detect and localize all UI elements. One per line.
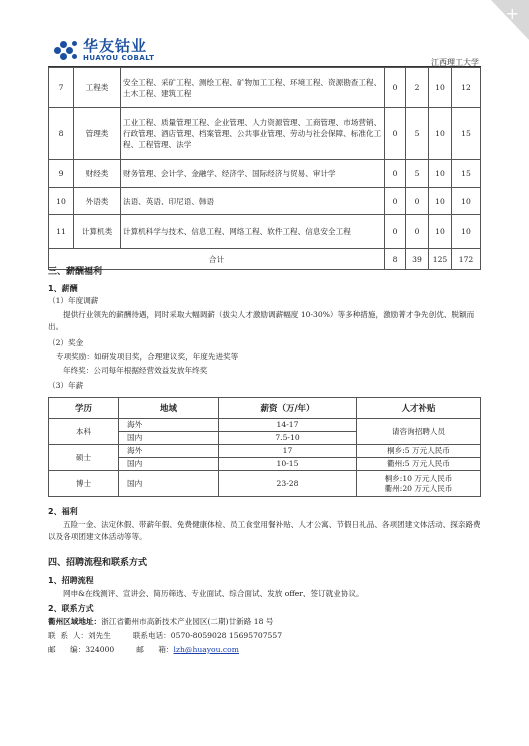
item-bonus: （2）奖金 bbox=[48, 338, 84, 347]
salary: 10-15 bbox=[219, 458, 357, 471]
degree-phd: 博士 bbox=[49, 471, 119, 497]
row-category: 计算机类 bbox=[74, 215, 121, 249]
subsection-welfare: 2、福利 bbox=[48, 507, 78, 516]
subsidy-line: 桐乡:10 万元人民币 bbox=[384, 473, 453, 483]
bonus-year-end: 年终奖：公司每年根据经营效益发放年终奖 bbox=[63, 366, 208, 375]
region: 国内 bbox=[119, 471, 219, 497]
item-annual-raise: （1）年度调薪 bbox=[48, 296, 99, 305]
address-value: 浙江省衢州市高新技术产业园区(二期)廿新路 18 号 bbox=[101, 617, 274, 626]
address-label: 衢州区域地址： bbox=[48, 617, 102, 626]
address-line bbox=[48, 616, 481, 628]
row-count-d: 10 bbox=[452, 188, 481, 215]
row-no: 10 bbox=[49, 188, 74, 215]
section-title-process: 四、招聘流程和联系方式 bbox=[48, 558, 148, 568]
post-label: 邮 编： bbox=[48, 645, 86, 654]
row-count-b: 0 bbox=[406, 215, 429, 249]
salary: 7.5-10 bbox=[219, 432, 357, 445]
header-subsidy: 人才补贴 bbox=[357, 398, 481, 419]
row-count-a: 0 bbox=[385, 160, 406, 188]
row-majors: 工业工程、质量管理工程、企业管理、人力资源管理、工商管理、市场营销、行政管理、酒店管理、档案管理、公共事业管理、劳动与社会保障、标准化工程、工程管理、法学 bbox=[121, 108, 385, 160]
subsection-process: 1、招聘流程 bbox=[48, 576, 94, 585]
degree-master: 硕士 bbox=[49, 445, 119, 471]
row-count-d: 15 bbox=[452, 108, 481, 160]
row-count-d: 12 bbox=[452, 68, 481, 108]
row-no: 11 bbox=[49, 215, 74, 249]
row-count-a: 0 bbox=[385, 108, 406, 160]
total-a: 8 bbox=[385, 249, 406, 270]
row-count-d: 15 bbox=[452, 160, 481, 188]
total-d: 172 bbox=[452, 249, 481, 270]
header-salary: 薪资（万/年） bbox=[219, 398, 357, 419]
row-count-b: 0 bbox=[406, 188, 429, 215]
subsidy-line: 衢州:20 万元人民币 bbox=[384, 483, 453, 493]
table-row bbox=[49, 215, 481, 249]
subsidy: 请咨询招聘人员 bbox=[357, 419, 481, 445]
row-count-c: 10 bbox=[429, 108, 452, 160]
table-total-row bbox=[49, 249, 481, 270]
table-row bbox=[49, 188, 481, 215]
contact-label: 联 系 人： bbox=[48, 631, 89, 640]
phone-label: 联系电话： bbox=[132, 631, 171, 640]
salary: 14-17 bbox=[219, 419, 357, 432]
region: 国内 bbox=[119, 432, 219, 445]
company-logo bbox=[54, 39, 154, 62]
subsection-contact: 2、联系方式 bbox=[48, 604, 94, 613]
subsection-salary: 1、薪酬 bbox=[48, 284, 78, 293]
post-line bbox=[48, 644, 481, 656]
row-count-c: 10 bbox=[429, 160, 452, 188]
email-link[interactable]: lzh@huayou.com bbox=[173, 645, 239, 654]
row-no: 9 bbox=[49, 160, 74, 188]
row-count-a: 0 bbox=[385, 188, 406, 215]
item-annual-salary: （3）年薪 bbox=[48, 381, 84, 390]
row-count-b: 5 bbox=[406, 108, 429, 160]
post-value: 324000 bbox=[85, 645, 115, 654]
company-name-en: HUAYOU COBALT bbox=[83, 54, 155, 62]
header-degree: 学历 bbox=[49, 398, 119, 419]
row-count-a: 0 bbox=[385, 215, 406, 249]
subsidy bbox=[357, 471, 481, 497]
plus-icon[interactable]: + bbox=[505, 4, 519, 23]
row-count-c: 10 bbox=[429, 215, 452, 249]
row-category: 外语类 bbox=[74, 188, 121, 215]
table-row bbox=[49, 471, 481, 497]
row-count-a: 0 bbox=[385, 68, 406, 108]
salary: 17 bbox=[219, 445, 357, 458]
bonus-special: 专项奖励：如研发项目奖，合理建议奖，年度先进奖等 bbox=[56, 352, 239, 361]
total-label: 合计 bbox=[49, 249, 385, 270]
table-row bbox=[49, 419, 481, 432]
contact-line bbox=[48, 630, 481, 642]
subsidy: 衢州:5 万元人民币 bbox=[357, 458, 481, 471]
row-category: 财经类 bbox=[74, 160, 121, 188]
row-majors: 财务管理、会计学、金融学、经济学、国际经济与贸易、审计学 bbox=[121, 160, 385, 188]
recruitment-plan-table bbox=[48, 67, 481, 270]
welfare-text: 五险一金、法定休假、带薪年假、免费健康体检、员工食堂用餐补贴、人才公寓、节假日礼品、各项团建文体活动、探亲路费以及各项团建文体活动等等。 bbox=[48, 520, 481, 541]
table-header-row bbox=[49, 398, 481, 419]
degree-bachelor: 本科 bbox=[49, 419, 119, 445]
row-majors: 安全工程、采矿工程、测绘工程、矿物加工工程、环境工程、资源勘查工程、土木工程、建筑工程 bbox=[121, 68, 385, 108]
row-category: 管理类 bbox=[74, 108, 121, 160]
phone-value: 0570-8059028 15695707557 bbox=[170, 631, 283, 640]
row-category: 工程类 bbox=[74, 68, 121, 108]
row-no: 8 bbox=[49, 108, 74, 160]
row-count-b: 5 bbox=[406, 160, 429, 188]
table-row bbox=[49, 160, 481, 188]
company-name-cn: 华友钴业 bbox=[83, 37, 148, 55]
email-label: 邮 箱： bbox=[136, 645, 174, 654]
subsidy: 桐乡:5 万元人民币 bbox=[357, 445, 481, 458]
region: 海外 bbox=[119, 419, 219, 432]
row-majors: 法语、英语、印尼语、韩语 bbox=[121, 188, 385, 215]
annual-raise-text: 提供行业领先的薪酬待遇，同时采取大幅调薪（拔尖人才激励调薪幅度 10-30%）等多种措施，激励菁才争先创优、脱颖而出。 bbox=[48, 310, 475, 331]
total-b: 39 bbox=[406, 249, 429, 270]
region: 国内 bbox=[119, 458, 219, 471]
logo-icon bbox=[54, 40, 80, 62]
row-count-c: 10 bbox=[429, 188, 452, 215]
contact-value: 刘先生 bbox=[88, 631, 111, 640]
header-region: 地域 bbox=[119, 398, 219, 419]
salary: 23-28 bbox=[219, 471, 357, 497]
row-no: 7 bbox=[49, 68, 74, 108]
row-count-b: 2 bbox=[406, 68, 429, 108]
table-row bbox=[49, 68, 481, 108]
salary-table bbox=[48, 397, 481, 497]
university-name: 江西理工大学 bbox=[431, 58, 479, 67]
process-text: 网申&在线测评、宣讲会、简历筛选、专业面试、综合面试、发放 offer、签订就业协议。 bbox=[63, 589, 364, 598]
row-count-c: 10 bbox=[429, 68, 452, 108]
region: 海外 bbox=[119, 445, 219, 458]
total-c: 125 bbox=[429, 249, 452, 270]
section-title-compensation: 三、薪酬福利 bbox=[48, 267, 103, 277]
row-count-d: 10 bbox=[452, 215, 481, 249]
row-majors: 计算机科学与技术、信息工程、网络工程、软件工程、信息安全工程 bbox=[121, 215, 385, 249]
table-row bbox=[49, 108, 481, 160]
table-row bbox=[49, 445, 481, 458]
